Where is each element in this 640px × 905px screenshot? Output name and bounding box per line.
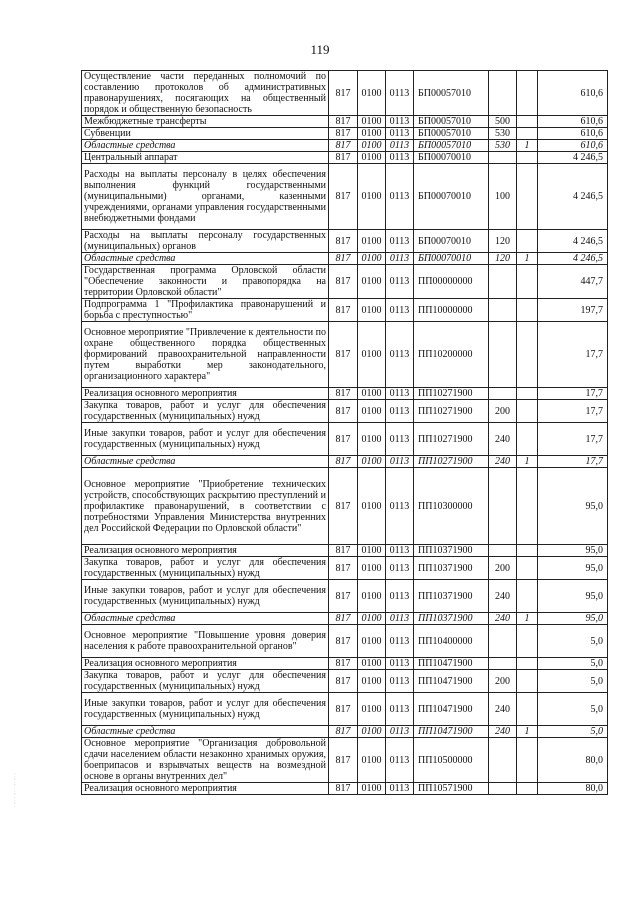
row-source-code [517, 545, 538, 557]
table-row [82, 693, 608, 726]
row-vr-code: 240 [489, 580, 517, 613]
row-amount: 5,0 [538, 670, 608, 693]
row-gr-code: 817 [329, 783, 358, 795]
table-row [82, 658, 608, 670]
row-amount: 610,6 [538, 140, 608, 152]
row-source-code [517, 71, 538, 116]
row-csr-code: БП00057010 [414, 128, 489, 140]
row-gr-code: 817 [329, 152, 358, 164]
row-name: Областные средства [82, 253, 329, 265]
table-row [82, 557, 608, 580]
row-csr-code: БП00057010 [414, 71, 489, 116]
row-name: Субвенции [82, 128, 329, 140]
row-rz-code: 0100 [358, 545, 386, 557]
row-gr-code: 817 [329, 726, 358, 738]
row-csr-code: ПП10500000 [414, 738, 489, 783]
row-vr-code [489, 545, 517, 557]
row-pr-code: 0113 [386, 116, 414, 128]
row-gr-code: 817 [329, 613, 358, 625]
row-rz-code: 0100 [358, 738, 386, 783]
row-csr-code: БП00070010 [414, 230, 489, 253]
row-amount: 95,0 [538, 580, 608, 613]
row-amount: 4 246,5 [538, 230, 608, 253]
row-vr-code: 530 [489, 128, 517, 140]
row-rz-code: 0100 [358, 230, 386, 253]
row-name: Расходы на выплаты персоналу государственных (муниципальных) органов [82, 230, 329, 253]
row-amount: 95,0 [538, 545, 608, 557]
row-rz-code: 0100 [358, 253, 386, 265]
row-amount: 447,7 [538, 265, 608, 299]
row-csr-code: ПП10471900 [414, 670, 489, 693]
row-csr-code: БП00057010 [414, 116, 489, 128]
row-vr-code: 240 [489, 693, 517, 726]
row-pr-code: 0113 [386, 253, 414, 265]
row-csr-code: ПП10271900 [414, 388, 489, 400]
row-amount: 5,0 [538, 693, 608, 726]
row-gr-code: 817 [329, 388, 358, 400]
row-csr-code: ПП10271900 [414, 456, 489, 468]
row-rz-code: 0100 [358, 783, 386, 795]
row-gr-code: 817 [329, 299, 358, 322]
table-row [82, 164, 608, 230]
row-pr-code: 0113 [386, 658, 414, 670]
row-gr-code: 817 [329, 265, 358, 299]
row-gr-code: 817 [329, 693, 358, 726]
row-source-code [517, 128, 538, 140]
row-csr-code: ПП10471900 [414, 693, 489, 726]
row-name: Иные закупки товаров, работ и услуг для обеспечения государственных (муниципальных) нужд [82, 580, 329, 613]
row-csr-code: ПП10371900 [414, 545, 489, 557]
row-name: Подпрограмма 1 "Профилактика правонарушений и борьба с преступностью" [82, 299, 329, 322]
row-vr-code [489, 658, 517, 670]
row-amount: 5,0 [538, 625, 608, 658]
row-source-code [517, 388, 538, 400]
table-row [82, 400, 608, 423]
row-source-code [517, 658, 538, 670]
row-pr-code: 0113 [386, 388, 414, 400]
row-pr-code: 0113 [386, 152, 414, 164]
row-vr-code [489, 322, 517, 388]
row-name: Осуществление части переданных полномочий по составлению протоколов об административных правонарушениях, посягающих на общественный порядок и общественную безопасность [82, 71, 329, 116]
row-source-code [517, 299, 538, 322]
row-csr-code: БП00057010 [414, 140, 489, 152]
row-vr-code: 240 [489, 613, 517, 625]
row-pr-code: 0113 [386, 140, 414, 152]
row-rz-code: 0100 [358, 580, 386, 613]
row-gr-code: 817 [329, 400, 358, 423]
row-vr-code: 240 [489, 726, 517, 738]
row-gr-code: 817 [329, 71, 358, 116]
row-amount: 4 246,5 [538, 164, 608, 230]
row-name: Основное мероприятие "Приобретение технических устройств, способствующих раскрытию преступлений и профилактике правонарушений, в соответствии с потребностями Управления Министерства внутренних дел Российской Федерации по Орловской области" [82, 468, 329, 545]
row-rz-code: 0100 [358, 658, 386, 670]
row-rz-code: 0100 [358, 164, 386, 230]
row-pr-code: 0113 [386, 693, 414, 726]
row-pr-code: 0113 [386, 625, 414, 658]
row-csr-code: ПП10271900 [414, 423, 489, 456]
table-row [82, 545, 608, 557]
row-gr-code: 817 [329, 116, 358, 128]
row-rz-code: 0100 [358, 71, 386, 116]
row-source-code: 1 [517, 726, 538, 738]
row-name: Закупка товаров, работ и услуг для обеспечения государственных (муниципальных) нужд [82, 557, 329, 580]
row-csr-code: ПП00000000 [414, 265, 489, 299]
row-gr-code: 817 [329, 468, 358, 545]
row-csr-code: ПП10300000 [414, 468, 489, 545]
row-pr-code: 0113 [386, 71, 414, 116]
row-amount: 5,0 [538, 658, 608, 670]
row-amount: 4 246,5 [538, 253, 608, 265]
row-source-code [517, 625, 538, 658]
table-row [82, 580, 608, 613]
row-name: Основное мероприятие "Повышение уровня доверия населения к работе правоохранительной органов" [82, 625, 329, 658]
row-amount: 610,6 [538, 128, 608, 140]
row-pr-code: 0113 [386, 580, 414, 613]
table-row [82, 456, 608, 468]
table-row [82, 253, 608, 265]
row-gr-code: 817 [329, 625, 358, 658]
row-amount: 4 246,5 [538, 152, 608, 164]
row-gr-code: 817 [329, 253, 358, 265]
row-rz-code: 0100 [358, 322, 386, 388]
row-gr-code: 817 [329, 164, 358, 230]
table-row [82, 116, 608, 128]
row-csr-code: ПП10271900 [414, 400, 489, 423]
row-amount: 197,7 [538, 299, 608, 322]
row-source-code [517, 670, 538, 693]
row-gr-code: 817 [329, 128, 358, 140]
table-row [82, 670, 608, 693]
row-pr-code: 0113 [386, 670, 414, 693]
row-name: Иные закупки товаров, работ и услуг для обеспечения государственных (муниципальных) нужд [82, 693, 329, 726]
row-rz-code: 0100 [358, 726, 386, 738]
row-vr-code [489, 783, 517, 795]
row-gr-code: 817 [329, 456, 358, 468]
table-row [82, 738, 608, 783]
row-gr-code: 817 [329, 557, 358, 580]
row-name: Иные закупки товаров, работ и услуг для обеспечения государственных (муниципальных) нужд [82, 423, 329, 456]
row-pr-code: 0113 [386, 128, 414, 140]
row-csr-code: ПП10571900 [414, 783, 489, 795]
table-body [82, 71, 608, 795]
row-gr-code: 817 [329, 140, 358, 152]
row-amount: 610,6 [538, 116, 608, 128]
row-amount: 95,0 [538, 468, 608, 545]
row-vr-code: 500 [489, 116, 517, 128]
row-vr-code: 200 [489, 670, 517, 693]
row-csr-code: ПП10471900 [414, 658, 489, 670]
row-source-code [517, 783, 538, 795]
row-vr-code: 530 [489, 140, 517, 152]
row-vr-code [489, 388, 517, 400]
row-name: Государственная программа Орловской области "Обеспечение законности и правопорядка на территории Орловской области" [82, 265, 329, 299]
row-rz-code: 0100 [358, 400, 386, 423]
row-rz-code: 0100 [358, 116, 386, 128]
row-csr-code: ПП10471900 [414, 726, 489, 738]
row-name: Реализация основного мероприятия [82, 783, 329, 795]
row-csr-code: БП00070010 [414, 164, 489, 230]
table-row [82, 128, 608, 140]
row-rz-code: 0100 [358, 557, 386, 580]
row-source-code [517, 164, 538, 230]
row-pr-code: 0113 [386, 738, 414, 783]
row-vr-code [489, 625, 517, 658]
row-name: Реализация основного мероприятия [82, 388, 329, 400]
row-amount: 80,0 [538, 783, 608, 795]
row-amount: 80,0 [538, 738, 608, 783]
row-csr-code: ПП10400000 [414, 625, 489, 658]
row-name: Реализация основного мероприятия [82, 658, 329, 670]
table-row [82, 625, 608, 658]
row-name: Областные средства [82, 726, 329, 738]
row-source-code [517, 468, 538, 545]
margin-scan-marks: . . : . : . . : . . : . [14, 771, 16, 808]
row-pr-code: 0113 [386, 322, 414, 388]
row-amount: 17,7 [538, 322, 608, 388]
row-amount: 95,0 [538, 557, 608, 580]
row-vr-code [489, 152, 517, 164]
row-source-code: 1 [517, 613, 538, 625]
row-csr-code: ПП10371900 [414, 613, 489, 625]
row-amount: 17,7 [538, 400, 608, 423]
row-csr-code: БП00070010 [414, 152, 489, 164]
table-row [82, 230, 608, 253]
row-csr-code: ПП10000000 [414, 299, 489, 322]
table-row [82, 726, 608, 738]
row-pr-code: 0113 [386, 164, 414, 230]
row-source-code [517, 116, 538, 128]
row-source-code [517, 693, 538, 726]
row-gr-code: 817 [329, 658, 358, 670]
row-name: Закупка товаров, работ и услуг для обеспечения государственных (муниципальных) нужд [82, 670, 329, 693]
row-name: Областные средства [82, 140, 329, 152]
table-row [82, 613, 608, 625]
row-rz-code: 0100 [358, 670, 386, 693]
row-rz-code: 0100 [358, 299, 386, 322]
row-vr-code [489, 265, 517, 299]
row-vr-code: 120 [489, 253, 517, 265]
row-source-code: 1 [517, 253, 538, 265]
row-pr-code: 0113 [386, 456, 414, 468]
table-row [82, 783, 608, 795]
row-amount: 17,7 [538, 388, 608, 400]
row-vr-code [489, 738, 517, 783]
row-pr-code: 0113 [386, 423, 414, 456]
row-vr-code: 200 [489, 557, 517, 580]
row-gr-code: 817 [329, 580, 358, 613]
row-name: Основное мероприятие "Организация добровольной сдачи населением области незаконно хранимых оружия, боеприпасов и взрывчатых веществ на возмездной основе в органы внутренних дел" [82, 738, 329, 783]
row-gr-code: 817 [329, 322, 358, 388]
row-rz-code: 0100 [358, 468, 386, 545]
row-source-code [517, 423, 538, 456]
row-rz-code: 0100 [358, 388, 386, 400]
row-amount: 95,0 [538, 613, 608, 625]
row-rz-code: 0100 [358, 152, 386, 164]
row-pr-code: 0113 [386, 230, 414, 253]
row-rz-code: 0100 [358, 128, 386, 140]
row-pr-code: 0113 [386, 400, 414, 423]
row-gr-code: 817 [329, 545, 358, 557]
row-csr-code: ПП10371900 [414, 557, 489, 580]
row-rz-code: 0100 [358, 693, 386, 726]
row-pr-code: 0113 [386, 726, 414, 738]
row-rz-code: 0100 [358, 456, 386, 468]
row-csr-code: БП00070010 [414, 253, 489, 265]
row-name: Расходы на выплаты персоналу в целях обеспечения выполнения функций государственными (муниципальными) органами, казенными учреждениями, органами управления государственными внебюджетными фондами [82, 164, 329, 230]
row-amount: 5,0 [538, 726, 608, 738]
row-rz-code: 0100 [358, 423, 386, 456]
row-name: Центральный аппарат [82, 152, 329, 164]
row-amount: 17,7 [538, 423, 608, 456]
row-gr-code: 817 [329, 423, 358, 456]
row-pr-code: 0113 [386, 613, 414, 625]
table-row [82, 388, 608, 400]
row-vr-code [489, 299, 517, 322]
row-pr-code: 0113 [386, 557, 414, 580]
table-row [82, 322, 608, 388]
table-row [82, 71, 608, 116]
row-name: Закупка товаров, работ и услуг для обеспечения государственных (муниципальных) нужд [82, 400, 329, 423]
row-pr-code: 0113 [386, 299, 414, 322]
row-vr-code: 200 [489, 400, 517, 423]
budget-table [81, 70, 608, 795]
table-row [82, 265, 608, 299]
row-source-code [517, 738, 538, 783]
row-amount: 610,6 [538, 71, 608, 116]
row-pr-code: 0113 [386, 468, 414, 545]
row-gr-code: 817 [329, 670, 358, 693]
table-row [82, 468, 608, 545]
row-vr-code: 240 [489, 423, 517, 456]
row-csr-code: ПП10200000 [414, 322, 489, 388]
row-rz-code: 0100 [358, 613, 386, 625]
row-vr-code: 100 [489, 164, 517, 230]
row-name: Реализация основного мероприятия [82, 545, 329, 557]
row-source-code [517, 580, 538, 613]
row-rz-code: 0100 [358, 140, 386, 152]
row-pr-code: 0113 [386, 265, 414, 299]
table-row [82, 140, 608, 152]
row-vr-code: 120 [489, 230, 517, 253]
table-row [82, 423, 608, 456]
row-source-code [517, 557, 538, 580]
row-pr-code: 0113 [386, 545, 414, 557]
row-name: Областные средства [82, 456, 329, 468]
row-source-code [517, 265, 538, 299]
table-row [82, 299, 608, 322]
row-name: Основное мероприятие "Привлечение к деятельности по охране общественного порядка общественных формирований правоохранительной направленности путем выработки мер законодательного, организационного характера" [82, 322, 329, 388]
row-vr-code [489, 71, 517, 116]
row-pr-code: 0113 [386, 783, 414, 795]
row-amount: 17,7 [538, 456, 608, 468]
row-rz-code: 0100 [358, 265, 386, 299]
row-gr-code: 817 [329, 230, 358, 253]
row-name: Межбюджетные трансферты [82, 116, 329, 128]
row-source-code [517, 322, 538, 388]
row-source-code: 1 [517, 456, 538, 468]
row-vr-code: 240 [489, 456, 517, 468]
row-name: Областные средства [82, 613, 329, 625]
row-source-code [517, 230, 538, 253]
row-csr-code: ПП10371900 [414, 580, 489, 613]
row-source-code [517, 152, 538, 164]
row-gr-code: 817 [329, 738, 358, 783]
page-number: 119 [310, 42, 330, 57]
row-rz-code: 0100 [358, 625, 386, 658]
table-row [82, 152, 608, 164]
row-source-code [517, 400, 538, 423]
row-vr-code [489, 468, 517, 545]
row-source-code: 1 [517, 140, 538, 152]
